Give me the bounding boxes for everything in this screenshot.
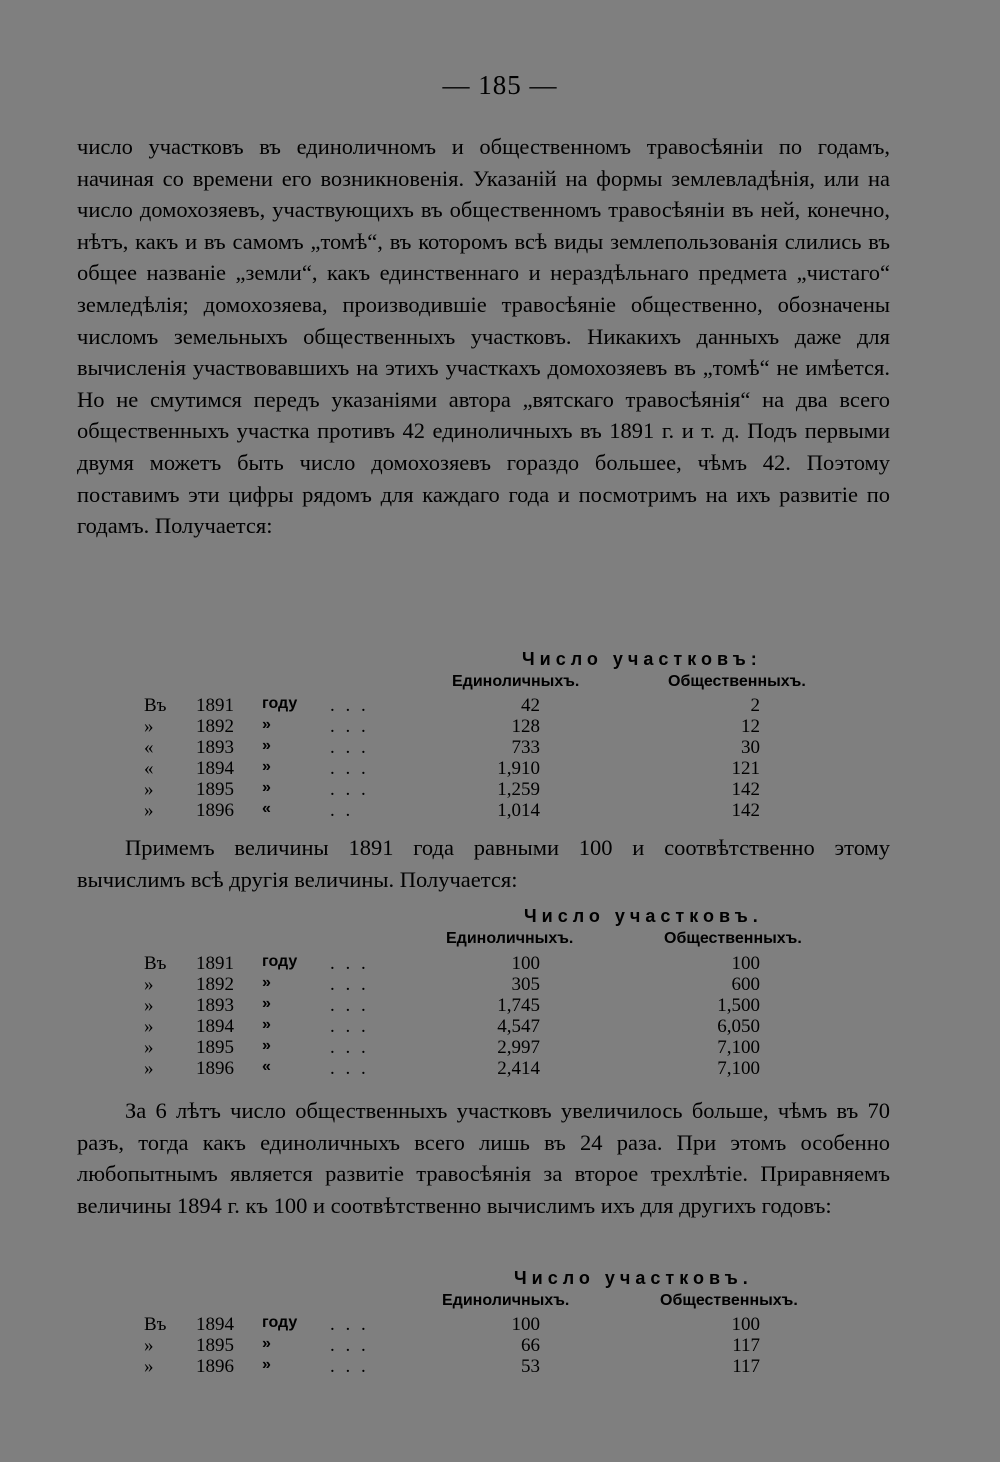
- row-communal-value: 1,500: [717, 995, 760, 1016]
- row-communal-value: 100: [731, 953, 760, 974]
- row-prefix: »: [144, 800, 154, 821]
- row-individual-value: 1,259: [497, 779, 540, 800]
- row-prefix: »: [144, 974, 154, 995]
- row-prefix: «: [144, 737, 154, 758]
- row-prefix: »: [144, 779, 154, 800]
- table-row: [0, 995, 1000, 1016]
- table-row: [0, 1356, 1000, 1377]
- row-prefix: »: [144, 1058, 154, 1079]
- table-row: [0, 800, 1000, 821]
- row-communal-value: 30: [741, 737, 760, 758]
- row-prefix: «: [144, 758, 154, 779]
- row-dots: . . .: [330, 995, 369, 1016]
- row-communal-value: 7,100: [717, 1037, 760, 1058]
- row-year: 1894: [196, 758, 234, 779]
- row-year: 1895: [196, 779, 234, 800]
- row-year: 1896: [196, 800, 234, 821]
- row-dots: . . .: [330, 716, 369, 737]
- table-row: [0, 758, 1000, 779]
- table-row: [0, 953, 1000, 974]
- row-unit: году: [262, 1314, 298, 1331]
- row-individual-value: 66: [521, 1335, 540, 1356]
- table-row: [0, 1058, 1000, 1079]
- row-individual-value: 128: [511, 716, 540, 737]
- row-unit: году: [262, 695, 298, 712]
- row-individual-value: 2,414: [497, 1058, 540, 1079]
- row-year: 1891: [196, 695, 234, 716]
- row-year: 1892: [196, 974, 234, 995]
- row-communal-value: 117: [732, 1356, 760, 1377]
- row-individual-value: 1,745: [497, 995, 540, 1016]
- table-row: [0, 716, 1000, 737]
- row-year: 1891: [196, 953, 234, 974]
- row-dots: . . .: [330, 758, 369, 779]
- row-dots: . . .: [330, 1356, 369, 1377]
- row-prefix: »: [144, 1037, 154, 1058]
- paragraph-2: Примемъ величины 1891 года равными 100 и соотвѣтственно этому вычислимъ всѣ другія величины. Получается:: [77, 835, 890, 892]
- row-dots: . . .: [330, 1058, 369, 1079]
- row-individual-value: 42: [521, 695, 540, 716]
- row-prefix: »: [144, 1356, 154, 1377]
- table-title: Число участковъ:: [522, 649, 762, 669]
- column-header-individual: Единоличныхъ.: [442, 1292, 570, 1309]
- row-individual-value: 1,014: [497, 800, 540, 821]
- row-prefix: »: [144, 1335, 154, 1356]
- row-year: 1892: [196, 716, 234, 737]
- row-year: 1895: [196, 1335, 234, 1356]
- row-individual-value: 733: [511, 737, 540, 758]
- row-prefix: »: [144, 1016, 154, 1037]
- table-row: [0, 779, 1000, 800]
- row-dots: . . .: [330, 737, 369, 758]
- table-row: [0, 974, 1000, 995]
- row-individual-value: 4,547: [497, 1016, 540, 1037]
- row-communal-value: 2: [750, 695, 760, 716]
- table-row: [0, 1335, 1000, 1356]
- row-year: 1896: [196, 1356, 234, 1377]
- row-communal-value: 7,100: [717, 1058, 760, 1079]
- row-unit: «: [262, 1058, 271, 1075]
- row-unit: »: [262, 1335, 271, 1352]
- row-dots: . . .: [330, 1314, 369, 1335]
- row-year: 1893: [196, 737, 234, 758]
- column-header-communal: Общественныхъ.: [664, 930, 802, 947]
- row-year: 1893: [196, 995, 234, 1016]
- row-prefix: Въ: [144, 695, 167, 716]
- row-unit: »: [262, 737, 271, 754]
- row-dots: . . .: [330, 695, 369, 716]
- row-year: 1894: [196, 1016, 234, 1037]
- column-header-communal: Общественныхъ.: [668, 673, 806, 690]
- row-unit: »: [262, 995, 271, 1012]
- row-unit: «: [262, 800, 271, 817]
- row-communal-value: 117: [732, 1335, 760, 1356]
- row-unit: »: [262, 716, 271, 733]
- table-row: [0, 1037, 1000, 1058]
- row-unit: »: [262, 974, 271, 991]
- row-prefix: Въ: [144, 1314, 167, 1335]
- row-individual-value: 100: [511, 953, 540, 974]
- column-header-individual: Единоличныхъ.: [446, 930, 574, 947]
- row-communal-value: 142: [731, 800, 760, 821]
- row-individual-value: 100: [511, 1314, 540, 1335]
- row-individual-value: 53: [521, 1356, 540, 1377]
- row-individual-value: 1,910: [497, 758, 540, 779]
- row-dots: . . .: [330, 1037, 369, 1058]
- column-header-individual: Единоличныхъ.: [452, 673, 580, 690]
- row-unit: »: [262, 1356, 271, 1373]
- paragraph-1: число участковъ въ единоличномъ и общественномъ травосѣяніи по годамъ, начиная со времени его возникновенія. Указаній на формы землевладѣнія, или на число домохозяевъ, участвующихъ въ общественномъ травосѣяніи въ ней, конечно, нѣтъ, какъ и въ самомъ „томѣ“, въ которомъ всѣ виды землепользованія слились въ общее названіе „земли“, какъ единственнаго и нераздѣльнаго предмета „чистаго“ земледѣлія; домохозяева, производившіе травосѣяніе общественно, обозначены числомъ земельныхъ общественныхъ участковъ. Никакихъ данныхъ даже для вычисленія участвовавшихъ на этихъ участкахъ домохозяевъ въ „томѣ“ не имѣется. Но не смутимся передъ указаніями автора „вятскаго травосѣянія“ на два всего общественныхъ участка противъ 42 единоличныхъ въ 1891 г. и т. д. Подъ первыми двумя можетъ быть число домохозяевъ гораздо большее, чѣмъ 42. Поэтому поставимъ эти цифры рядомъ для каждаго года и посмотримъ на ихъ развитіе по годамъ. Получается:: [77, 134, 890, 539]
- row-prefix: »: [144, 995, 154, 1016]
- row-dots: . . .: [330, 953, 369, 974]
- row-unit: »: [262, 1037, 271, 1054]
- row-unit: »: [262, 1016, 271, 1033]
- row-year: 1896: [196, 1058, 234, 1079]
- paragraph-3: За 6 лѣтъ число общественныхъ участковъ увеличилось больше, чѣмъ въ 70 разъ, тогда какъ единоличныхъ всего лишь въ 24 раза. При этомъ особенно любопытнымъ является развитіе травосѣянія за второе трехлѣтіе. Приравняемъ величины 1894 г. къ 100 и соотвѣтственно вычислимъ ихъ для другихъ годовъ:: [77, 1098, 890, 1218]
- row-communal-value: 600: [731, 974, 760, 995]
- table-title: Число участковъ.: [514, 1268, 753, 1288]
- row-dots: . . .: [330, 779, 369, 800]
- row-dots: . . .: [330, 974, 369, 995]
- row-dots: . . .: [330, 1016, 369, 1037]
- row-year: 1895: [196, 1037, 234, 1058]
- table-row: [0, 737, 1000, 758]
- row-dots: . .: [330, 800, 354, 821]
- row-unit: »: [262, 758, 271, 775]
- row-prefix: Въ: [144, 953, 167, 974]
- row-communal-value: 142: [731, 779, 760, 800]
- row-individual-value: 2,997: [497, 1037, 540, 1058]
- column-header-communal: Общественныхъ.: [660, 1292, 798, 1309]
- row-unit: году: [262, 953, 298, 970]
- table-row: [0, 1016, 1000, 1037]
- table-row: [0, 1314, 1000, 1335]
- row-communal-value: 12: [741, 716, 760, 737]
- row-communal-value: 6,050: [717, 1016, 760, 1037]
- row-communal-value: 121: [731, 758, 760, 779]
- row-dots: . . .: [330, 1335, 369, 1356]
- table-title: Число участковъ.: [524, 906, 763, 926]
- row-individual-value: 305: [511, 974, 540, 995]
- page-number: — 185 —: [442, 70, 558, 100]
- row-communal-value: 100: [731, 1314, 760, 1335]
- row-unit: »: [262, 779, 271, 796]
- row-prefix: »: [144, 716, 154, 737]
- table-row: [0, 695, 1000, 716]
- row-year: 1894: [196, 1314, 234, 1335]
